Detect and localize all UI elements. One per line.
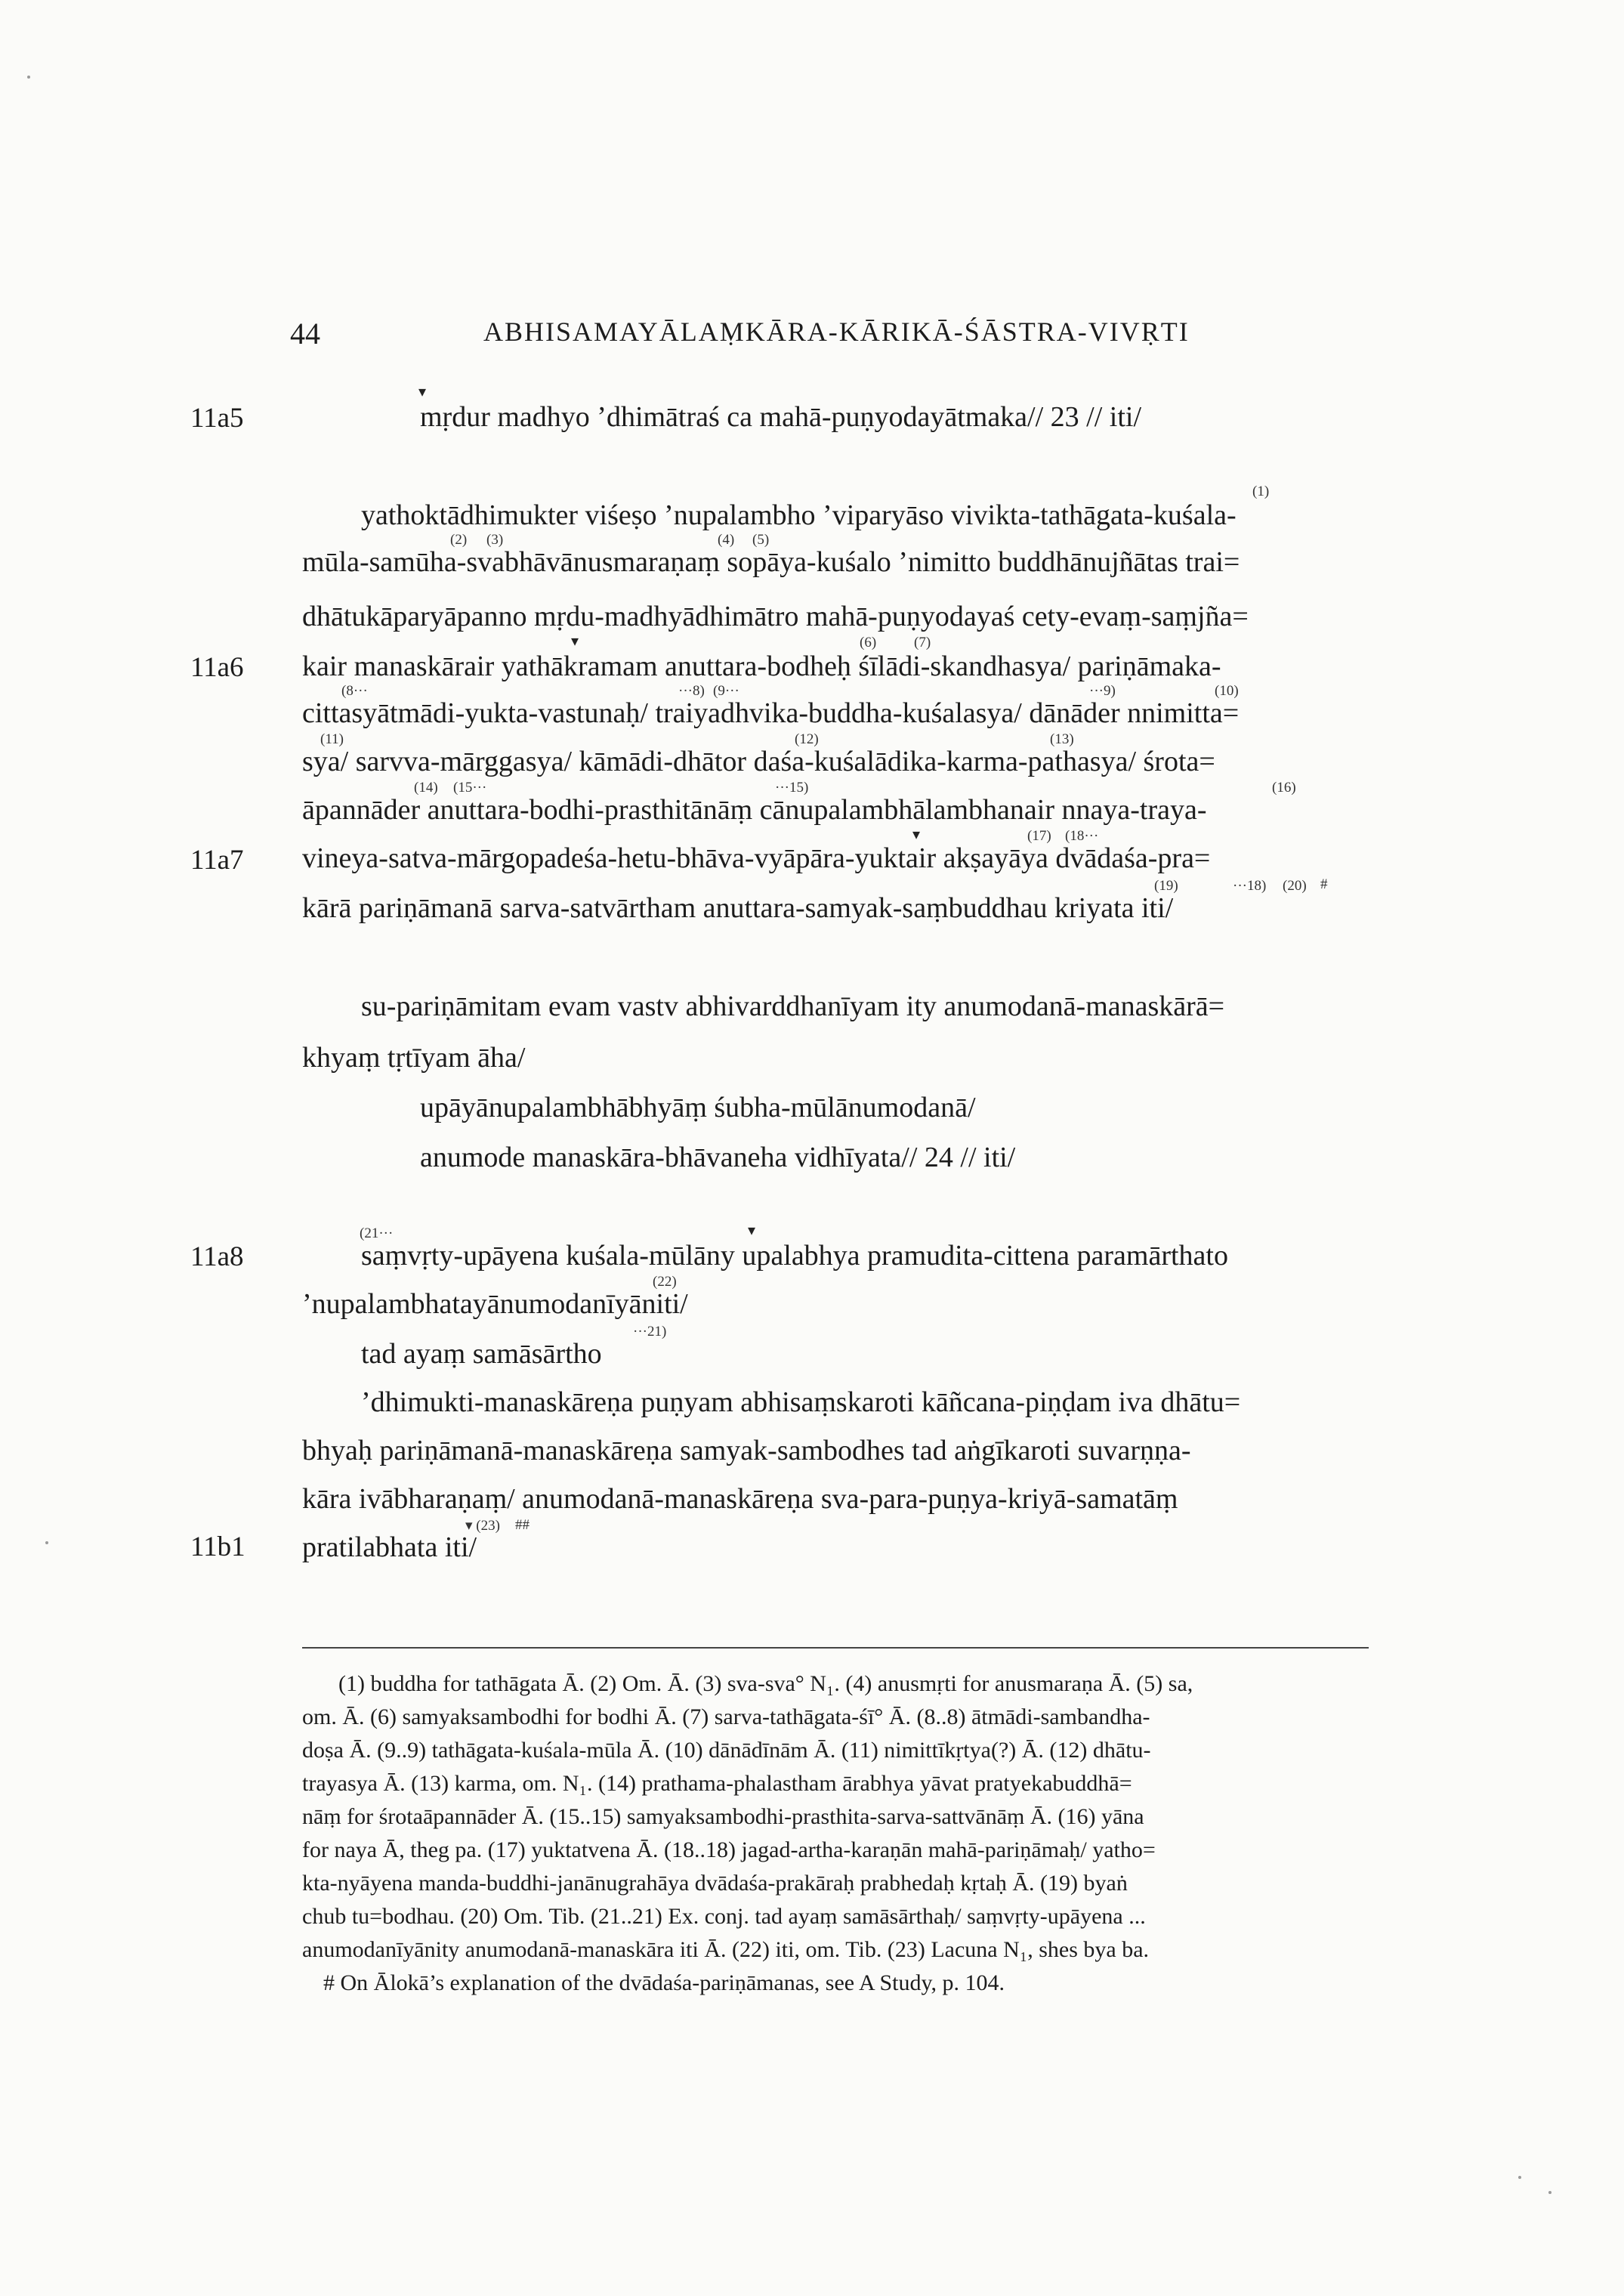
footnote-marker: (18··· (1065, 828, 1099, 844)
footnote-marker: (16) (1272, 780, 1296, 796)
margin-ref: 11a7 (190, 845, 244, 876)
footnote-marker: (2) (450, 532, 468, 548)
text-line: vineya-satva-mārgopadeśa-hetu-bhāva-vyāpāra-yuktair akṣayāya dvādaśa-pra= (302, 842, 1211, 874)
footnote-line: om. Ā. (6) samyaksambodhi for bodhi Ā. (7) sarva-tathāgata-śī° Ā. (8..8) ātmādi-sambandha- (302, 1704, 1150, 1729)
footnote-marker: (9··· (713, 683, 739, 699)
text-line: su-pariṇāmitam evam vastv abhivarddhanīyam ity anumodanā-manaskārā= (361, 990, 1225, 1022)
footnote-marker: (7) (914, 635, 931, 650)
text-line: ’dhimukti-manaskāreṇa puṇyam abhisaṃskaroti kāñcana-piṇḍam iva dhātu= (361, 1386, 1241, 1418)
footnote-marker: (13) (1050, 731, 1074, 747)
variant-mark: ▾ (418, 384, 427, 400)
footnote-line: for naya Ā, theg pa. (17) yuktatvena Ā. (18..18) jagad-artha-karaṇān mahā-pariṇāmaḥ/ yatho= (302, 1837, 1156, 1862)
footnote-marker: ···15) (775, 780, 809, 796)
variant-mark: ▾ (748, 1222, 756, 1239)
footnote-line: (1) buddha for tathāgata Ā. (2) Om. Ā. (3) sva-sva° N₁. (4) anusmṛti for anusmaraṇa Ā. (5) sa, (338, 1671, 1193, 1696)
footnote-line: kta-nyāyena manda-buddhi-janānugrahāya dvādaśa-prakāraḥ prabhedaḥ kṛtaḥ Ā. (19) byaṅ (302, 1871, 1128, 1896)
text-line: kārā pariṇāmanā sarva-satvārtham anuttara-samyak-saṃbuddhau kriyata iti/ (302, 892, 1174, 924)
footnote-marker: (8··· (341, 683, 368, 699)
footnote-line: chub tu=bodhau. (20) Om. Tib. (21..21) Ex. conj. tad ayaṃ samāsārthaḥ/ saṃvṛty-upāyena ... (302, 1904, 1146, 1929)
variant-mark: ▾ (571, 633, 579, 650)
footnote-marker: (22) (653, 1274, 677, 1290)
text-line: pratilabhata iti/ (302, 1531, 477, 1563)
text-line: yathoktādhimukter viśeṣo ’nupalambho ’viparyāso vivikta-tathāgata-kuśala- (361, 499, 1237, 531)
text-line: kāra ivābharaṇaṃ/ anumodanā-manaskāreṇa sva-para-puṇya-kriyā-samatāṃ (302, 1483, 1178, 1515)
margin-ref: 11b1 (190, 1531, 245, 1562)
footnote-marker: ▾ (23) (465, 1518, 500, 1534)
running-title: ABHISAMAYĀLAṂKĀRA-KĀRIKĀ-ŚĀSTRA-VIVṚTI (483, 317, 1190, 347)
footnote-marker: ···8) (678, 683, 705, 699)
text-line: dhātukāparyāpanno mṛdu-madhyādhimātro mahā-puṇyodayaś cety-evaṃ-saṃjña= (302, 601, 1249, 632)
footnote-divider (302, 1647, 1369, 1649)
text-line: āpannāder anuttara-bodhi-prasthitānāṃ cānupalambhālambhanair nnaya-traya- (302, 794, 1207, 826)
footnote-marker: ···21) (633, 1324, 667, 1340)
footnote-marker: (14) (414, 780, 438, 796)
scan-speck (27, 76, 30, 79)
footnote-line: anumodanīyānity anumodanā-manaskāra iti Ā. (22) iti, om. Tib. (23) Lacuna N₁, shes bya ba. (302, 1937, 1150, 1962)
text-line: khyaṃ tṛtīyam āha/ (302, 1042, 526, 1074)
footnote-marker: ···18) (1233, 878, 1267, 894)
footnote-marker: (6) (860, 635, 877, 650)
scan-speck (45, 1541, 48, 1544)
verse-line: mṛdur madhyo ’dhimātraś ca mahā-puṇyodayātmaka// 23 // iti/ (420, 401, 1142, 433)
scan-speck (1518, 2176, 1521, 2179)
footnote-marker: ## (515, 1517, 529, 1533)
margin-ref: 11a8 (190, 1241, 244, 1272)
footnote-marker: (12) (795, 731, 819, 747)
text-line: sya/ sarvva-mārggasya/ kāmādi-dhātor daśa-kuśalādika-karma-pathasya/ śrota= (302, 746, 1215, 777)
footnote-marker: (4) (718, 532, 735, 548)
margin-ref: 11a5 (190, 403, 244, 434)
footnote-line: nāṃ for śrotaāpannāder Ā. (15..15) samyaksambodhi-prasthita-sarva-sattvānāṃ Ā. (16) yāna (302, 1804, 1144, 1829)
footnote-marker: (3) (486, 532, 504, 548)
footnote-line: trayasya Ā. (13) karma, om. N₁. (14) prathama-phalastham ārabhya yāvat pratyekabuddhā= (302, 1771, 1132, 1796)
page-number: 44 (290, 317, 320, 351)
verse-line: upāyānupalambhābhyāṃ śubha-mūlānumodanā/ (420, 1092, 976, 1123)
variant-mark: ▾ (912, 827, 921, 843)
verse-line: anumode manaskāra-bhāvaneha vidhīyata// 24 // iti/ (420, 1142, 1016, 1173)
text-line: bhyaḥ pariṇāmanā-manaskāreṇa samyak-sambodhes tad aṅgīkaroti suvarṇṇa- (302, 1435, 1191, 1466)
footnote-line: # On Ālokā’s explanation of the dvādaśa-pariṇāmanas, see A Study, p. 104. (323, 1970, 1005, 1995)
footnote-marker: (17) (1027, 828, 1051, 844)
footnote-marker: (15··· (453, 780, 487, 796)
text-line: tad ayaṃ samāsārtho (361, 1338, 602, 1370)
footnote-marker: (1) (1252, 484, 1270, 499)
footnote-marker: (10) (1215, 683, 1239, 699)
text-line: mūla-samūha-svabhāvānusmaraṇaṃ sopāya-kuśalo ’nimitto buddhānujñātas trai= (302, 546, 1240, 578)
scan-speck (1548, 2191, 1551, 2194)
text-line: cittasyātmādi-yukta-vastunaḥ/ traiyadhvika-buddha-kuśalasya/ dānāder nnimitta= (302, 697, 1240, 729)
footnote-marker: (19) (1154, 878, 1178, 894)
text-line: kair manaskārair yathākramam anuttara-bodheḥ śīlādi-skandhasya/ pariṇāmaka- (302, 650, 1221, 682)
text-line: ’nupalambhatayānumodanīyāniti/ (302, 1288, 688, 1320)
footnote-marker: (20) (1283, 878, 1307, 894)
text-line: saṃvṛty-upāyena kuśala-mūlāny upalabhya pramudita-cittena paramārthato (361, 1240, 1228, 1272)
margin-ref: 11a6 (190, 652, 244, 683)
footnote-line: doṣa Ā. (9..9) tathāgata-kuśala-mūla Ā. (10) dānādīnām Ā. (11) nimittīkṛtya(?) Ā. (12) dhātu- (302, 1738, 1151, 1763)
footnote-marker: # (1320, 876, 1328, 892)
footnote-marker: ···9) (1089, 683, 1116, 699)
footnote-marker: (11) (320, 731, 344, 747)
footnote-marker: (21··· (360, 1225, 394, 1241)
footnote-marker: (5) (752, 532, 770, 548)
